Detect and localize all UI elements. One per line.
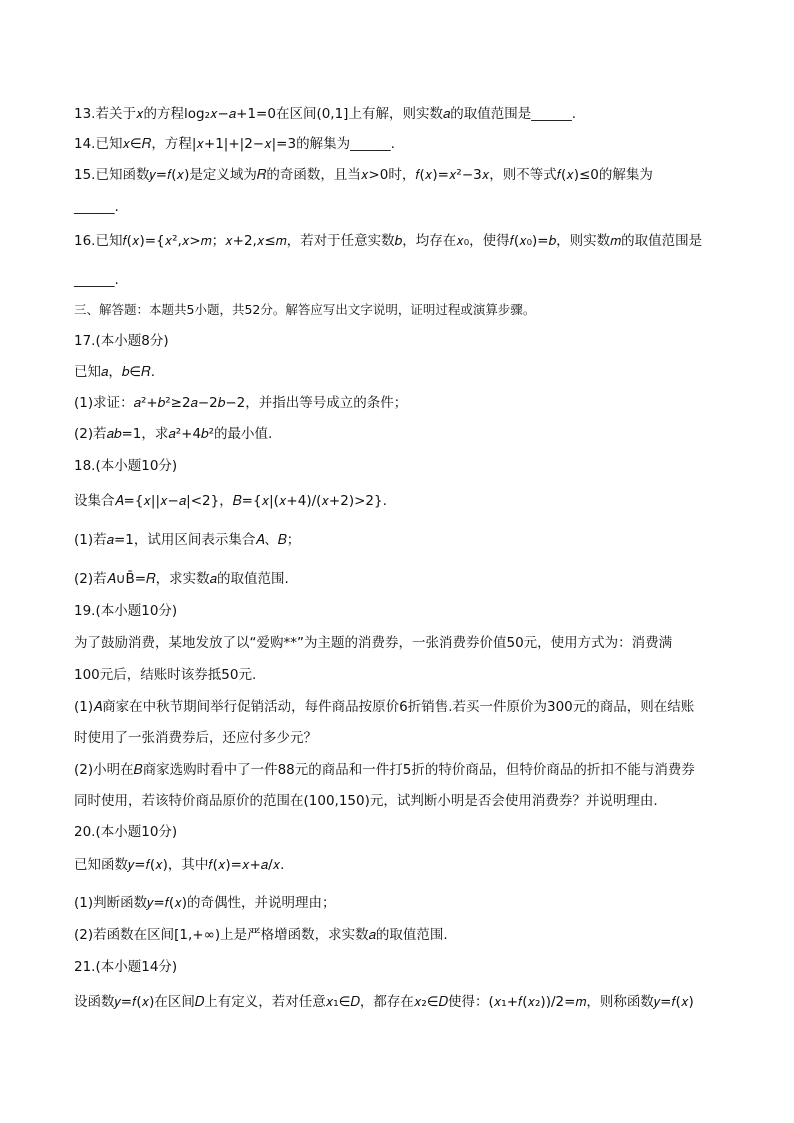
question-13: 13.若关于𝑥的方程log₂𝑥−𝑎+1=0在区间(0,1]上有解，则实数𝑎的取值范围是______. (74, 106, 577, 122)
question-19-part-1-line-1: (1)𝐴商家在中秋节期间举行促销活动，每件商品按原价6折销售.若买一件原价为300元的商品，则在结账 (74, 699, 695, 715)
section-heading: 三、解答题：本题共5小题，共52分。解答应写出文字说明，证明过程或演算步骤。 (74, 302, 536, 317)
question-18-part-2: (2)若𝐴∪B̄=𝑅，求实数𝑎的取值范围. (74, 571, 289, 587)
question-20-part-2: (2)若函数在区间[1,+∞)上是严格增函数，求实数𝑎的取值范围. (74, 927, 448, 943)
question-19-part-2-line-1: (2)小明在𝐵商家选购时看中了一件88元的商品和一件打5折的特价商品，但特价商品的折扣不能与消费券 (74, 762, 695, 778)
question-18-given: 设集合𝐴={𝑥||𝑥−𝑎|<2}，𝐵={𝑥|(𝑥+4)/(𝑥+2)>2}. (74, 493, 387, 509)
question-21-stem: 设函数𝑦=𝑓(𝑥)在区间𝐷上有定义，若对任意𝑥₁∈𝐷，都存在𝑥₂∈𝐷使得：(𝑥₁+𝑓(𝑥₂))/2=𝑚，则称函数𝑦=𝑓(𝑥) (74, 994, 694, 1010)
question-16-blank: ______. (74, 272, 119, 288)
question-19-part-2-line-2: 同时使用，若该特价商品原价的范围在(100,150)元，试判断小明是否会使用消费券？并说明理由. (74, 793, 658, 809)
question-17-part-2: (2)若𝑎𝑏=1，求𝑎²+4𝑏²的最小值. (74, 426, 273, 442)
question-15-blank: ______. (74, 199, 119, 215)
question-20-given: 已知函数𝑦=𝑓(𝑥)，其中𝑓(𝑥)=𝑥+𝑎/𝑥. (74, 857, 285, 873)
question-21-header: 21.(本小题14分) (74, 959, 178, 975)
question-19-part-1-line-2: 时使用了一张消费券后，还应付多少元？ (74, 730, 317, 746)
question-18-part-1: (1)若𝑎=1，试用区间表示集合𝐴、𝐵； (74, 532, 301, 548)
question-17-part-1: (1)求证：𝑎²+𝑏²≥2𝑎−2𝑏−2，并指出等号成立的条件； (74, 395, 408, 411)
question-17-given: 已知𝑎，𝑏∈𝑅. (74, 364, 155, 380)
question-19-stem-line-2: 100元后，结账时该券抵50元. (74, 667, 257, 683)
question-18-header: 18.(本小题10分) (74, 458, 178, 474)
question-19-stem-line-1: 为了鼓励消费，某地发放了以“爱购**”为主题的消费券，一张消费券价值50元，使用方式为：消费满 (74, 635, 673, 651)
question-16: 16.已知𝑓(𝑥)={𝑥²,𝑥>𝑚；𝑥+2,𝑥≤𝑚，若对于任意实数𝑏，均存在𝑥₀，使得𝑓(𝑥₀)=𝑏，则实数𝑚的取值范围是 (74, 233, 703, 249)
question-17-header: 17.(本小题8分) (74, 333, 169, 349)
question-20-part-1: (1)判断函数𝑦=𝑓(𝑥)的奇偶性，并说明理由； (74, 895, 336, 911)
question-15: 15.已知函数𝑦=𝑓(𝑥)是定义域为𝑅的奇函数，且当𝑥>0时，𝑓(𝑥)=𝑥²−3𝑥，则不等式𝑓(𝑥)≤0的解集为 (74, 167, 653, 183)
question-19-header: 19.(本小题10分) (74, 603, 178, 619)
question-14: 14.已知𝑥∈𝑅，方程|𝑥+1|+|2−𝑥|=3的解集为______. (74, 136, 395, 152)
question-20-header: 20.(本小题10分) (74, 824, 178, 840)
